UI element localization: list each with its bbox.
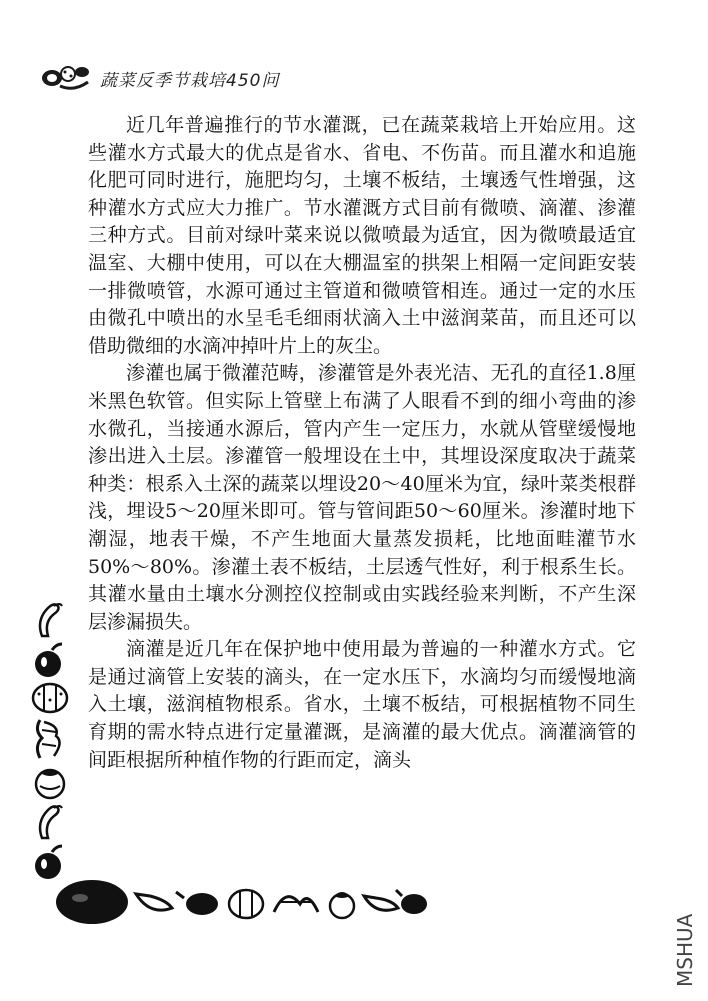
watermark-text: MSHUA [673, 913, 697, 987]
footer-decoration [50, 872, 430, 930]
tomato-icon [30, 762, 70, 802]
gourd-icon [56, 880, 128, 924]
tomato-icon [330, 892, 354, 918]
side-decoration [30, 600, 78, 882]
cucumber-icon [136, 894, 172, 910]
pepper-icon [274, 897, 318, 912]
page-body [88, 112, 636, 774]
eggplant-icon [30, 640, 70, 680]
page-header [40, 62, 279, 94]
eggplant-icon [176, 892, 218, 915]
cucumber-icon [364, 896, 398, 910]
paragraph-seepage-irrigation: 渗灌也属于微灌范畴，渗灌管是外表光洁、无孔的直径1.8厘米黑色软管。但实际上管壁上布满了人眼看不到的细小弯曲的渗水微孔，当接通水源后，管内产生一定压力，水就从管壁缓慢地渗出进入土层。渗灌管一般埋设在土中，其埋设深度取决于蔬菜种类：根系入土深的蔬菜以埋设20～40厘米为宜，绿叶菜类根群浅，埋设5～20厘米即可。管与管间距50～60厘米。渗灌时地下潮湿，地表干燥，不产生地面大量蒸发损耗，比地面畦灌节水50%～80%。渗灌土表不板结，土层透气性好，利于根系生长。其灌水量由土壤水分测控仪控制或由实践经验来判断，不产生深层渗漏损失。 [88, 362, 636, 633]
paragraph-water-saving-irrigation: 近几年普遍推行的节水灌溉，已在蔬菜栽培上开始应用。这些灌水方式最大的优点是省水、省电、不伤苗。而且灌水和追施化肥可同时进行，施肥均匀，土壤不板结，土壤透气性增强，这种灌水方式应大力推广。节水灌溉方式目前有微喷、滴灌、渗灌三种方式。目前对绿叶菜来说以微喷最为适宜，因为微喷最适宜温室、大棚中使用，可以在大棚温室的拱架上相隔一定间距安装一排微喷管，水源可通过主管道和微喷管相连。通过一定的水压由微孔中喷出的水呈毛毛细雨状滴入土中滋润菜苗，而且还可以借助微细的水滴冲掉叶片上的灰尘。 [88, 114, 636, 357]
pepper-icon [30, 716, 70, 762]
squash-icon [229, 890, 263, 918]
watermark [672, 869, 698, 989]
running-header-title: 蔬菜反季节栽培450问 [100, 70, 280, 91]
squash-icon [30, 680, 70, 716]
eggplant-icon [396, 890, 427, 914]
cucumber-icon [30, 802, 70, 842]
paragraph-drip-irrigation: 滴灌是近几年在保护地中使用最为普遍的一种灌水方式。它是通过滴管上安装的滴头，在一定水压下，水滴均匀而缓慢地滴入土壤，滋润植物根系。省水，土壤不板结，可根据植物不同生育期的需水特点进行定量灌溉，是滴灌的最大优点。滴灌滴管的间距根据所种植作物的行距而定，滴头 [88, 638, 636, 771]
vegetable-cluster-icon [40, 62, 92, 94]
cucumber-icon [30, 600, 70, 640]
